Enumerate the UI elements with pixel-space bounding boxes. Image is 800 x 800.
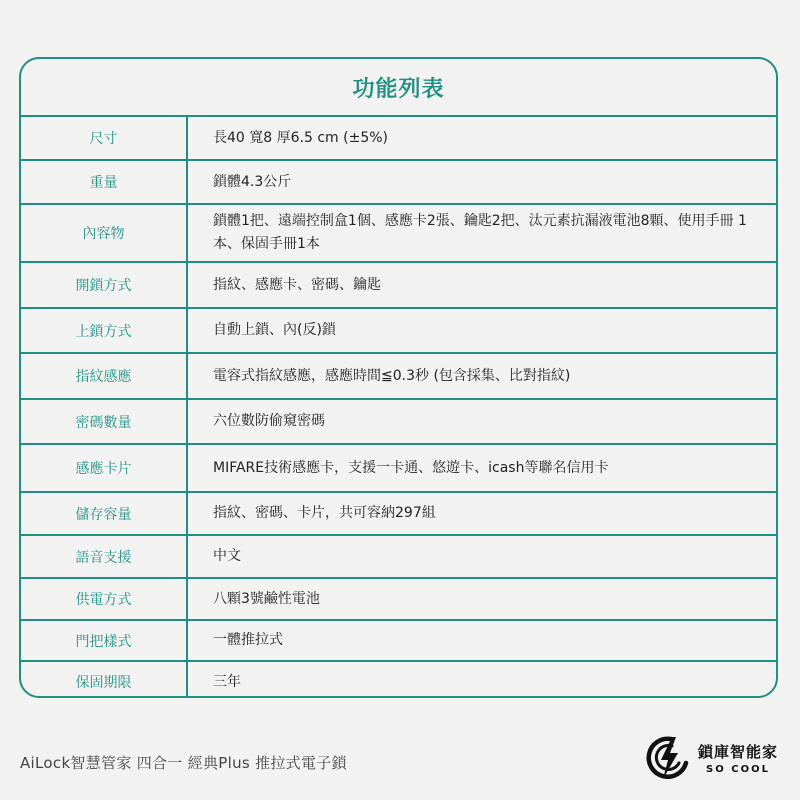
table-title: 功能列表	[21, 59, 776, 117]
table-row	[21, 492, 776, 535]
brand-name: 鎖庫智能家	[698, 743, 779, 761]
spec-value-storage: 指紋、密碼、卡片，共可容納297組	[187, 492, 776, 535]
spec-table-card	[19, 57, 778, 698]
table-row	[21, 399, 776, 444]
spec-label-lock-method: 上鎖方式	[21, 308, 187, 353]
spec-value-lock-method: 自動上鎖、內(反)鎖	[187, 308, 776, 353]
spec-value-contents: 鎖體1把、遠端控制盒1個、感應卡2張、鑰匙2把、汰元素抗漏液電池8顆、使用手冊 1本、保固手冊1本	[187, 204, 776, 262]
table-row	[21, 160, 776, 204]
spec-label-size: 尺寸	[21, 117, 187, 160]
table-row	[21, 535, 776, 578]
spec-value-password-count: 六位數防偷窺密碼	[187, 399, 776, 444]
spec-label-unlock-method: 開鎖方式	[21, 262, 187, 308]
brand-subtitle: SO COOL	[706, 764, 770, 775]
table-row	[21, 117, 776, 160]
spec-label-storage: 儲存容量	[21, 492, 187, 535]
table-row	[21, 578, 776, 620]
table-row	[21, 353, 776, 399]
spec-table	[21, 117, 776, 698]
lightning-shield-logo-icon	[642, 733, 692, 783]
spec-value-fingerprint: 電容式指紋感應，感應時間≦0.3秒 (包含採集、比對指紋)	[187, 353, 776, 399]
spec-label-warranty: 保固期限	[21, 661, 187, 698]
table-row	[21, 204, 776, 262]
spec-value-voice: 中文	[187, 535, 776, 578]
table-row	[21, 661, 776, 698]
brand-text	[698, 741, 778, 775]
product-caption: AiLock智慧管家 四合一 經典Plus 推拉式電子鎖	[20, 754, 347, 772]
spec-label-card: 感應卡片	[21, 444, 187, 492]
table-row	[21, 444, 776, 492]
spec-label-power: 供電方式	[21, 578, 187, 620]
table-row	[21, 620, 776, 661]
table-row	[21, 308, 776, 353]
spec-label-fingerprint: 指紋感應	[21, 353, 187, 399]
spec-label-contents: 內容物	[21, 204, 187, 262]
spec-value-card: MIFARE技術感應卡，支援一卡通、悠遊卡、icash等聯名信用卡	[187, 444, 776, 492]
brand-block	[642, 733, 778, 783]
spec-label-password-count: 密碼數量	[21, 399, 187, 444]
spec-value-warranty: 三年	[213, 673, 241, 690]
spec-label-weight: 重量	[21, 160, 187, 204]
spec-value-size: 長40 寬8 厚6.5 cm (±5%)	[187, 117, 776, 160]
spec-label-handle: 門把樣式	[21, 620, 187, 661]
spec-label-voice: 語音支援	[21, 535, 187, 578]
spec-value-unlock-method: 指紋、感應卡、密碼、鑰匙	[187, 262, 776, 308]
spec-value-power: 八顆3號鹼性電池	[187, 578, 776, 620]
table-row	[21, 262, 776, 308]
spec-value-weight: 鎖體4.3公斤	[187, 160, 776, 204]
spec-value-handle: 一體推拉式	[187, 620, 776, 661]
